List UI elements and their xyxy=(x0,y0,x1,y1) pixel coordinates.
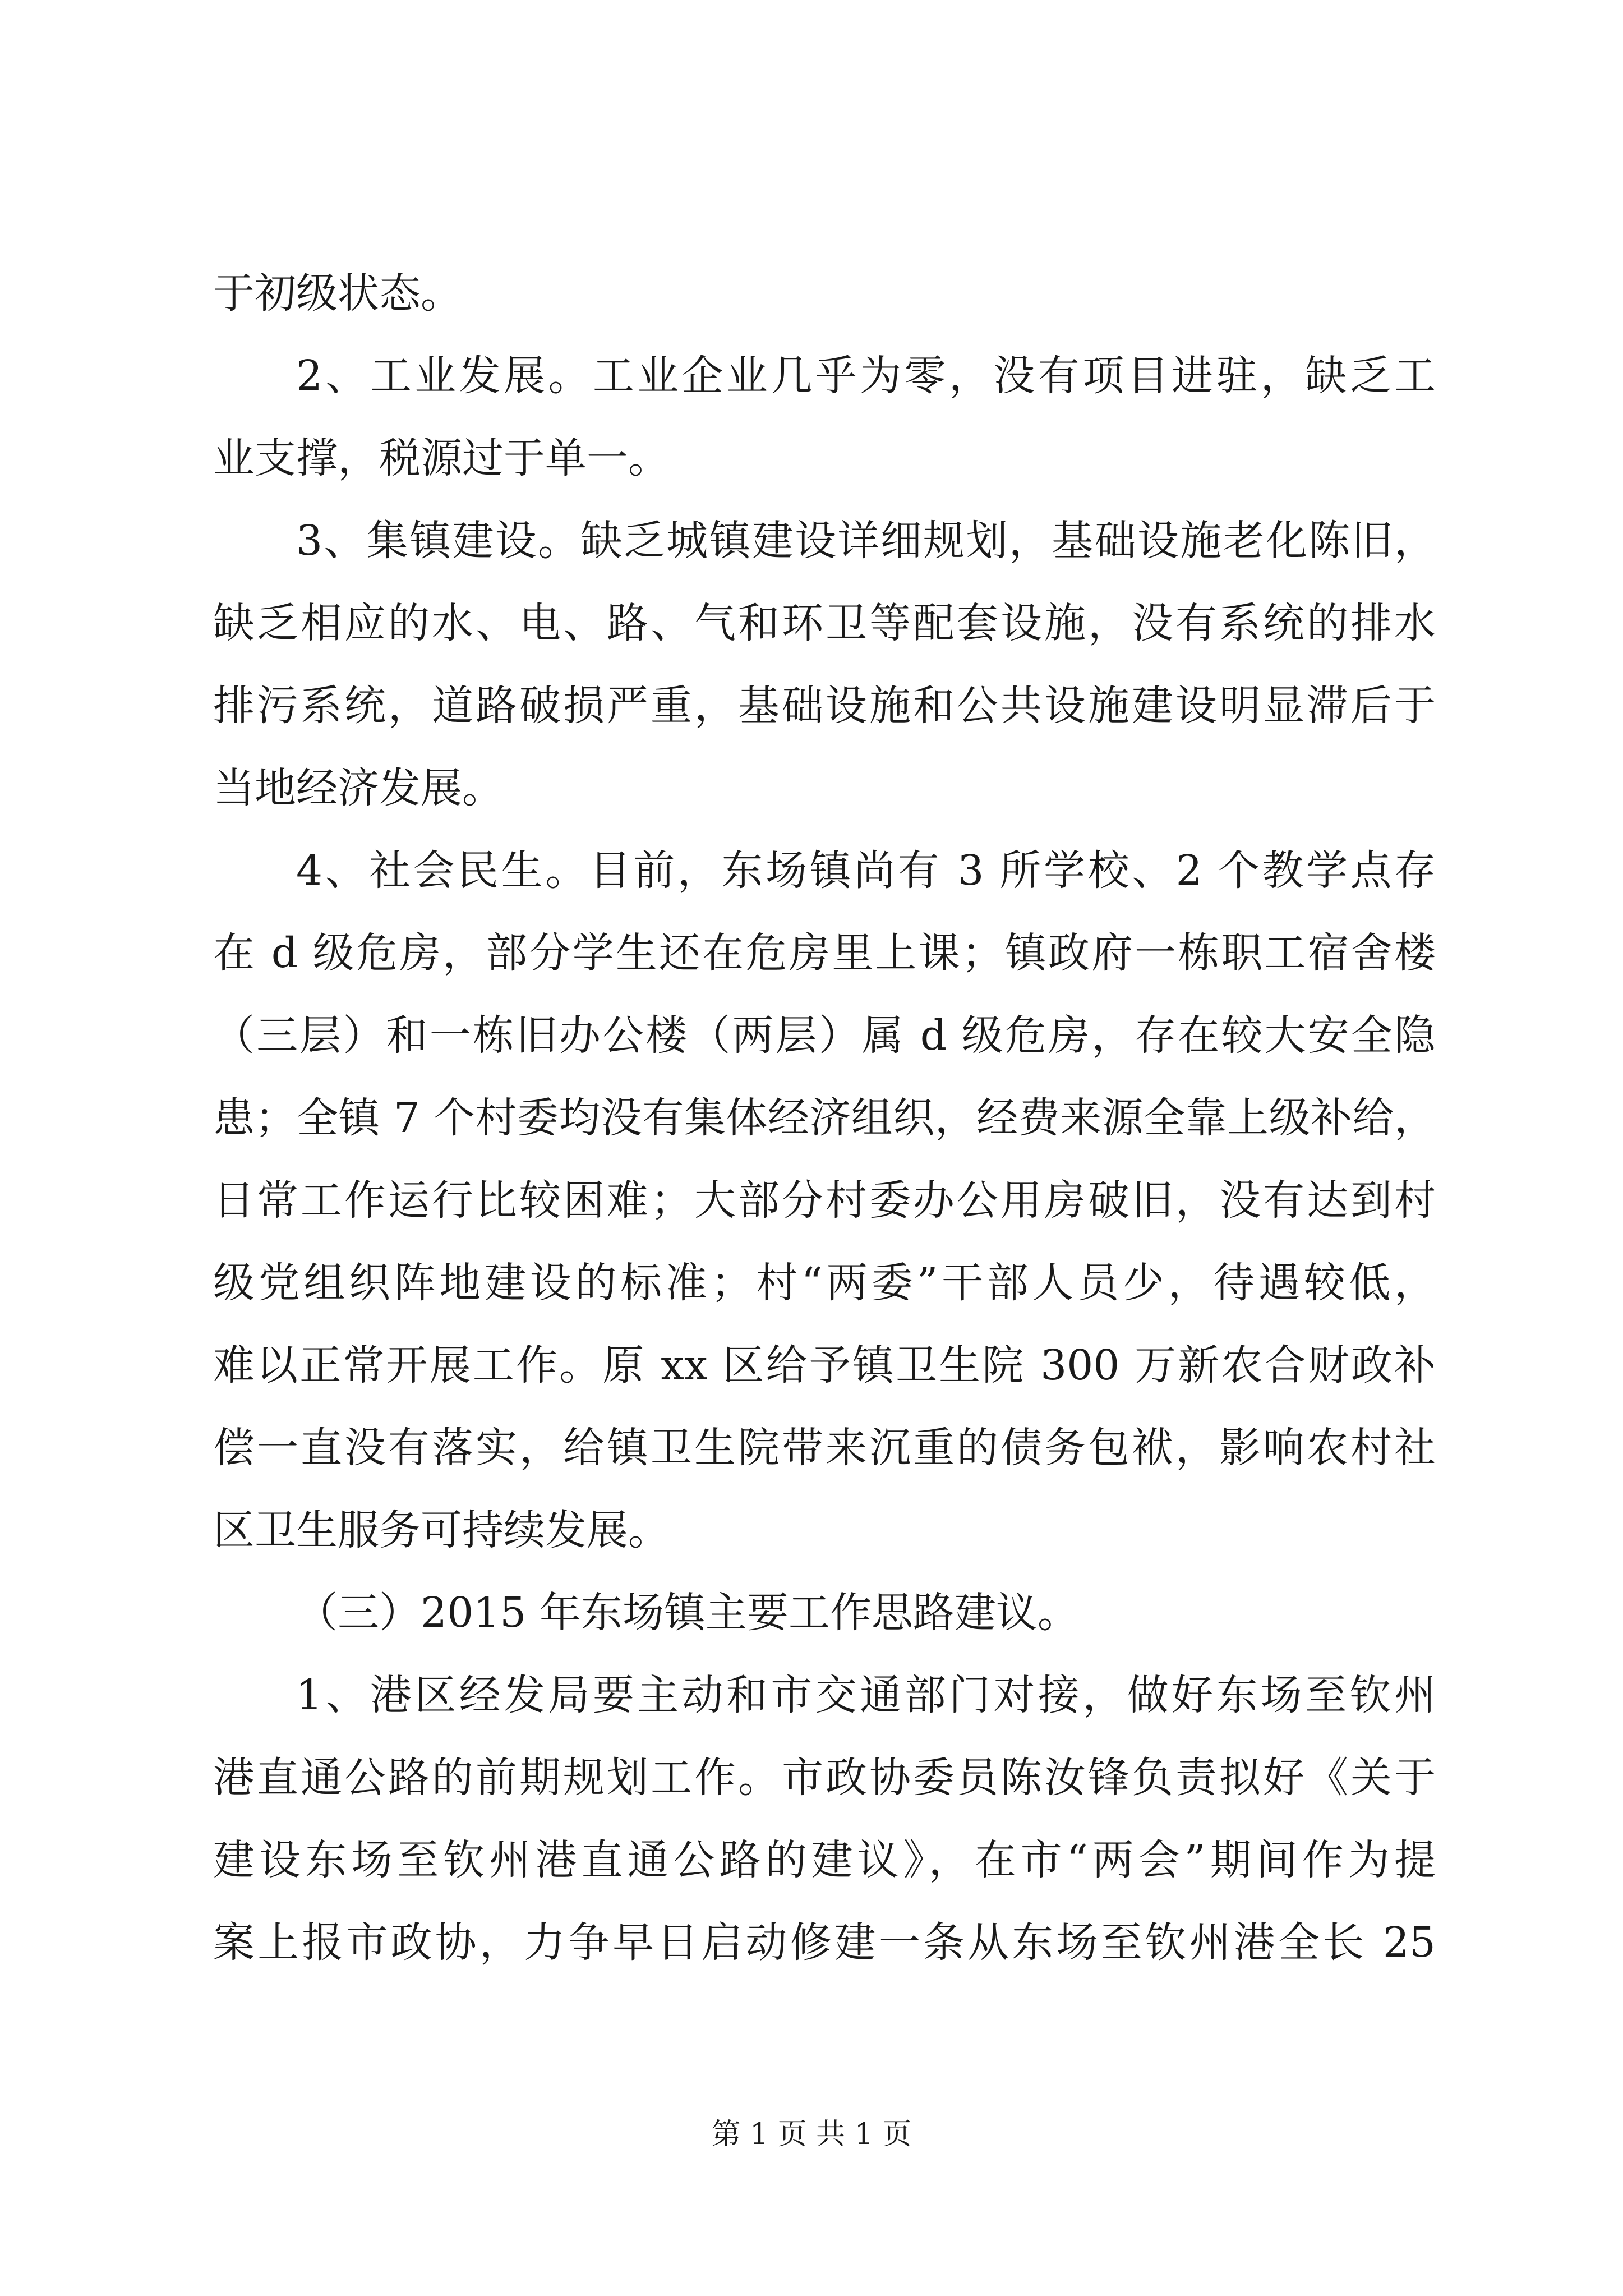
text-line: 难以正常开展工作。原 xx 区给予镇卫生院 300 万新农合财政补 xyxy=(213,1341,1436,1389)
text-line: 排污系统，道路破损严重，基础设施和公共设施建设明显滞后于 xyxy=(213,682,1436,730)
text-line: 港直通公路的前期规划工作。市政协委员陈汝锋负责拟好《关于 xyxy=(213,1754,1436,1802)
text-line: 于初级状态。 xyxy=(213,269,462,318)
text-line: 案上报市政协，力争早日启动修建一条从东场至钦州港全长 25 xyxy=(213,1918,1436,1967)
text-line: 4、社会民生。目前，东场镇尚有 3 所学校、2 个教学点存 xyxy=(296,846,1436,895)
text-line: 1、港区经发局要主动和市交通部门对接，做好东场至钦州 xyxy=(296,1671,1436,1719)
text-line: （三）2015 年东场镇主要工作思路建议。 xyxy=(296,1589,1079,1637)
text-line: 建设东场至钦州港直通公路的建议》，在市“两会”期间作为提 xyxy=(213,1836,1436,1884)
text-line: 偿一直没有落实，给镇卫生院带来沉重的债务包袱，影响农村社 xyxy=(213,1424,1436,1472)
page-footer: 第 1 页 共 1 页 xyxy=(711,2118,912,2151)
text-line: 当地经济发展。 xyxy=(213,764,504,812)
text-line: 3、集镇建设。缺乏城镇建设详细规划，基础设施老化陈旧， xyxy=(296,517,1436,565)
text-line: 缺乏相应的水、电、路、气和环卫等配套设施，没有系统的排水 xyxy=(213,599,1436,647)
text-line: 业支撑，税源过于单一。 xyxy=(213,434,670,482)
text-line: 患；全镇 7 个村委均没有集体经济组织，经费来源全靠上级补给， xyxy=(213,1094,1436,1142)
document-body xyxy=(213,252,1436,1984)
text-line: 级党组织阵地建设的标准；村“两委”干部人员少，待遇较低， xyxy=(213,1259,1436,1307)
text-line: 2、工业发展。工业企业几乎为零，没有项目进驻，缺乏工 xyxy=(296,352,1436,400)
text-line: 区卫生服务可持续发展。 xyxy=(213,1506,670,1554)
text-line: （三层）和一栋旧办公楼（两层）属 d 级危房，存在较大安全隐 xyxy=(213,1011,1436,1060)
text-line: 在 d 级危房，部分学生还在危房里上课；镇政府一栋职工宿舍楼 xyxy=(213,929,1436,977)
text-line: 日常工作运行比较困难；大部分村委办公用房破旧，没有达到村 xyxy=(213,1176,1436,1225)
